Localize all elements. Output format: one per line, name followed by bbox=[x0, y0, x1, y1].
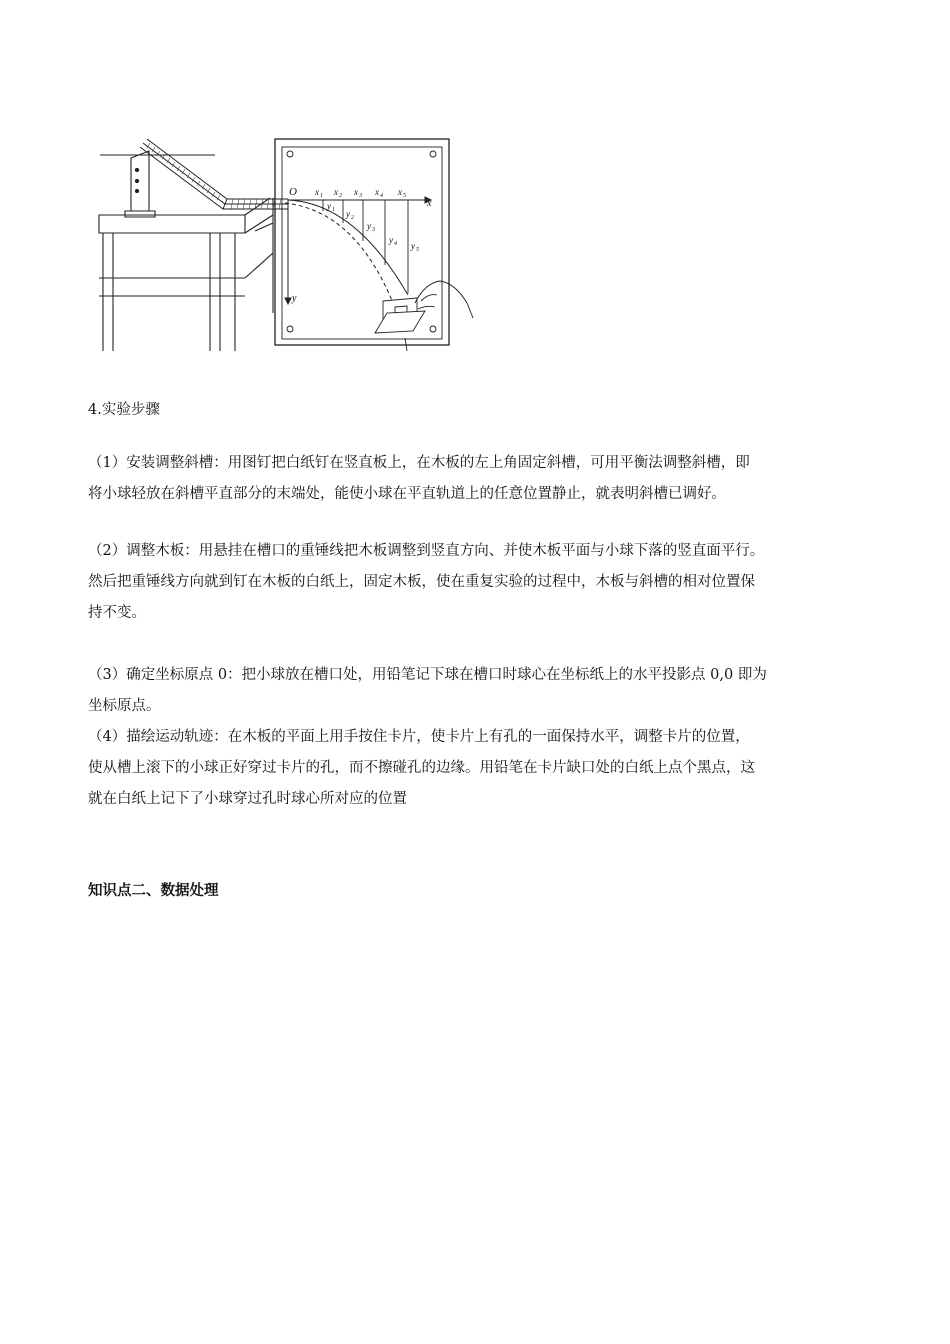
x-mark: x bbox=[354, 187, 358, 197]
table bbox=[99, 155, 273, 351]
y-sub: 3 bbox=[372, 227, 375, 233]
step-1-line: 将小球轻放在斜槽平直部分的末端处，能使小球在平直轨道上的任意位置静止，就表明斜槽已调好。 bbox=[88, 486, 726, 502]
step-2-line: （2）调整木板：用悬挂在槽口的重锤线把木板调整到竖直方向、并使木板平面与小球下落的竖直面平行。 bbox=[88, 543, 765, 559]
x-sub: 2 bbox=[339, 193, 342, 199]
card-and-hand bbox=[375, 281, 473, 351]
apparatus-diagram bbox=[95, 133, 485, 351]
y-mark: y bbox=[346, 209, 350, 219]
x-mark: x bbox=[334, 187, 338, 197]
step-4-line: （4）描绘运动轨迹：在木板的平面上用手按住卡片，使卡片上有孔的一面保持水平，调整卡片的位置， bbox=[88, 729, 750, 745]
step-2-line: 然后把重锤线方向就到钉在木板的白纸上，固定木板，使在重复实验的过程中，木板与斜槽的相对位置保 bbox=[88, 574, 755, 590]
y-mark: y bbox=[411, 241, 415, 251]
inclined-chute bbox=[140, 139, 288, 209]
y-mark: y bbox=[367, 221, 371, 231]
step-2-line: 持不变。 bbox=[88, 605, 146, 621]
step-4-line: 使从槽上滚下的小球正好穿过卡片的孔，而不擦碰孔的边缘。用铅笔在卡片缺口处的白纸上点个黑点，这 bbox=[88, 760, 755, 776]
step-4-paragraph bbox=[88, 722, 878, 815]
step-3-line: 坐标原点。 bbox=[88, 698, 161, 714]
y-sub: 4 bbox=[394, 241, 397, 247]
y-sub: 2 bbox=[351, 215, 354, 221]
y-axis-label: y bbox=[292, 293, 297, 304]
x-interval-labels bbox=[314, 187, 406, 199]
x-mark: x bbox=[315, 187, 319, 197]
coordinate-axes bbox=[285, 197, 431, 304]
experiment-apparatus-figure bbox=[95, 133, 485, 351]
x-mark: x bbox=[398, 187, 402, 197]
x-sub: 1 bbox=[320, 193, 323, 199]
y-sub: 1 bbox=[332, 207, 335, 213]
step-1-line: （1）安装调整斜槽：用图钉把白纸钉在竖直板上，在木板的左上角固定斜槽，可用平衡法调整斜槽，即 bbox=[88, 455, 750, 471]
step-3-paragraph bbox=[88, 660, 878, 722]
step-2-paragraph bbox=[88, 536, 878, 629]
x-axis-label: x bbox=[427, 198, 432, 209]
step-1-paragraph bbox=[88, 448, 878, 510]
y-mark: y bbox=[327, 201, 331, 211]
x-sub: 3 bbox=[359, 193, 362, 199]
step-3-line: （3）确定坐标原点 0：把小球放在槽口处，用铅笔记下球在槽口时球心在坐标纸上的水平投影点 0,0 即为 bbox=[88, 667, 767, 683]
origin-label: O bbox=[289, 186, 297, 198]
y-sub: 5 bbox=[416, 247, 419, 253]
x-sub: 5 bbox=[403, 193, 406, 199]
section-heading-steps: 4.实验步骤 bbox=[88, 402, 160, 418]
stand bbox=[125, 151, 155, 217]
x-sub: 4 bbox=[380, 193, 383, 199]
section-title-data-processing: 知识点二、数据处理 bbox=[88, 883, 219, 899]
x-mark: x bbox=[375, 187, 379, 197]
y-mark: y bbox=[389, 235, 393, 245]
step-4-line: 就在白纸上记下了小球穿过孔时球心所对应的位置 bbox=[88, 791, 407, 807]
